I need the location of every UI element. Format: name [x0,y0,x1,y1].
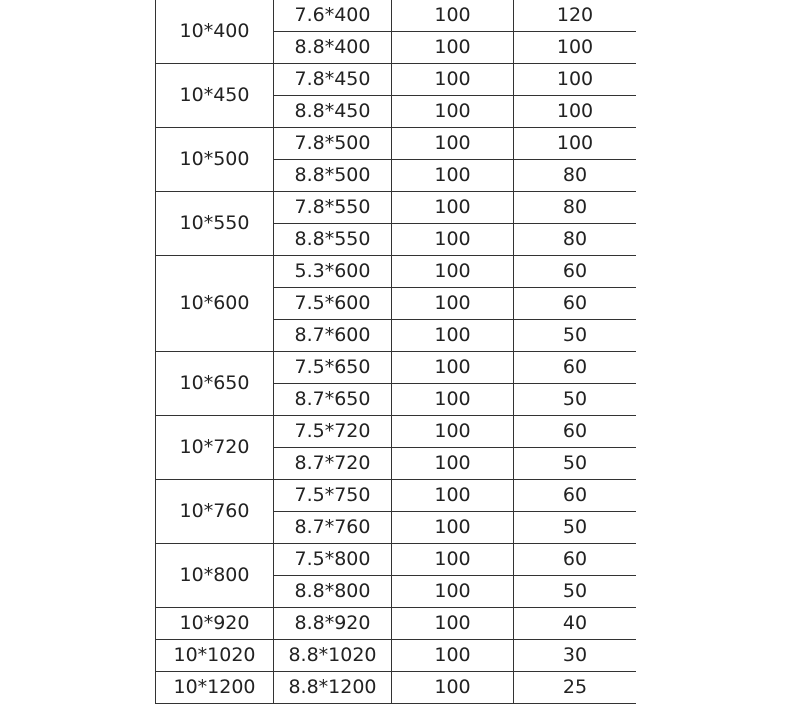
size-cell: 10*650 [156,352,274,416]
table-row [156,352,637,384]
spec-cell: 7.8*450 [274,64,392,96]
size-cell: 10*600 [156,256,274,352]
quantity-cell: 100 [392,128,514,160]
spec-cell: 8.7*650 [274,384,392,416]
quantity-cell: 100 [392,608,514,640]
value-cell: 50 [514,448,637,480]
spec-cell: 7.5*750 [274,480,392,512]
table-row [156,256,637,288]
table-row [156,480,637,512]
quantity-cell: 100 [392,160,514,192]
quantity-cell: 100 [392,96,514,128]
spec-cell: 8.8*1020 [274,640,392,672]
table-row [156,192,637,224]
spec-cell: 7.5*720 [274,416,392,448]
value-cell: 100 [514,32,637,64]
quantity-cell: 100 [392,640,514,672]
spec-cell: 7.5*800 [274,544,392,576]
size-cell: 10*800 [156,544,274,608]
spec-cell: 8.8*800 [274,576,392,608]
quantity-cell: 100 [392,64,514,96]
spec-cell: 7.5*650 [274,352,392,384]
quantity-cell: 100 [392,288,514,320]
spec-table-container [155,0,636,705]
value-cell: 100 [514,96,637,128]
quantity-cell: 100 [392,416,514,448]
quantity-cell: 100 [392,512,514,544]
size-cell: 10*720 [156,416,274,480]
table-row [156,0,637,32]
spec-cell: 8.8*400 [274,32,392,64]
quantity-cell: 100 [392,544,514,576]
quantity-cell: 100 [392,32,514,64]
spec-cell: 7.8*500 [274,128,392,160]
spec-cell: 8.8*450 [274,96,392,128]
size-cell: 10*500 [156,128,274,192]
quantity-cell: 100 [392,384,514,416]
value-cell: 80 [514,224,637,256]
value-cell: 40 [514,608,637,640]
value-cell: 50 [514,320,637,352]
value-cell: 60 [514,352,637,384]
spec-cell: 8.7*600 [274,320,392,352]
value-cell: 60 [514,480,637,512]
quantity-cell: 100 [392,320,514,352]
size-cell: 10*920 [156,608,274,640]
spec-table-body [156,0,637,704]
spec-cell: 8.7*760 [274,512,392,544]
value-cell: 50 [514,384,637,416]
spec-cell: 8.7*720 [274,448,392,480]
size-cell: 10*450 [156,64,274,128]
value-cell: 60 [514,288,637,320]
spec-cell: 8.8*500 [274,160,392,192]
quantity-cell: 100 [392,480,514,512]
value-cell: 120 [514,0,637,32]
value-cell: 80 [514,160,637,192]
spec-cell: 7.5*600 [274,288,392,320]
table-row [156,672,637,704]
value-cell: 100 [514,128,637,160]
table-row [156,128,637,160]
size-cell: 10*550 [156,192,274,256]
quantity-cell: 100 [392,192,514,224]
value-cell: 60 [514,544,637,576]
spec-table [155,0,636,704]
table-row [156,640,637,672]
quantity-cell: 100 [392,672,514,704]
table-row [156,544,637,576]
value-cell: 80 [514,192,637,224]
spec-cell: 8.8*1200 [274,672,392,704]
spec-cell: 5.3*600 [274,256,392,288]
quantity-cell: 100 [392,224,514,256]
quantity-cell: 100 [392,256,514,288]
value-cell: 50 [514,576,637,608]
value-cell: 100 [514,64,637,96]
value-cell: 25 [514,672,637,704]
quantity-cell: 100 [392,352,514,384]
size-cell: 10*1020 [156,640,274,672]
value-cell: 60 [514,416,637,448]
value-cell: 30 [514,640,637,672]
table-row [156,64,637,96]
spec-cell: 8.8*920 [274,608,392,640]
size-cell: 10*1200 [156,672,274,704]
table-row [156,608,637,640]
spec-cell: 8.8*550 [274,224,392,256]
size-cell: 10*400 [156,0,274,64]
table-row [156,416,637,448]
quantity-cell: 100 [392,576,514,608]
quantity-cell: 100 [392,0,514,32]
value-cell: 50 [514,512,637,544]
quantity-cell: 100 [392,448,514,480]
size-cell: 10*760 [156,480,274,544]
spec-cell: 7.6*400 [274,0,392,32]
value-cell: 60 [514,256,637,288]
spec-cell: 7.8*550 [274,192,392,224]
